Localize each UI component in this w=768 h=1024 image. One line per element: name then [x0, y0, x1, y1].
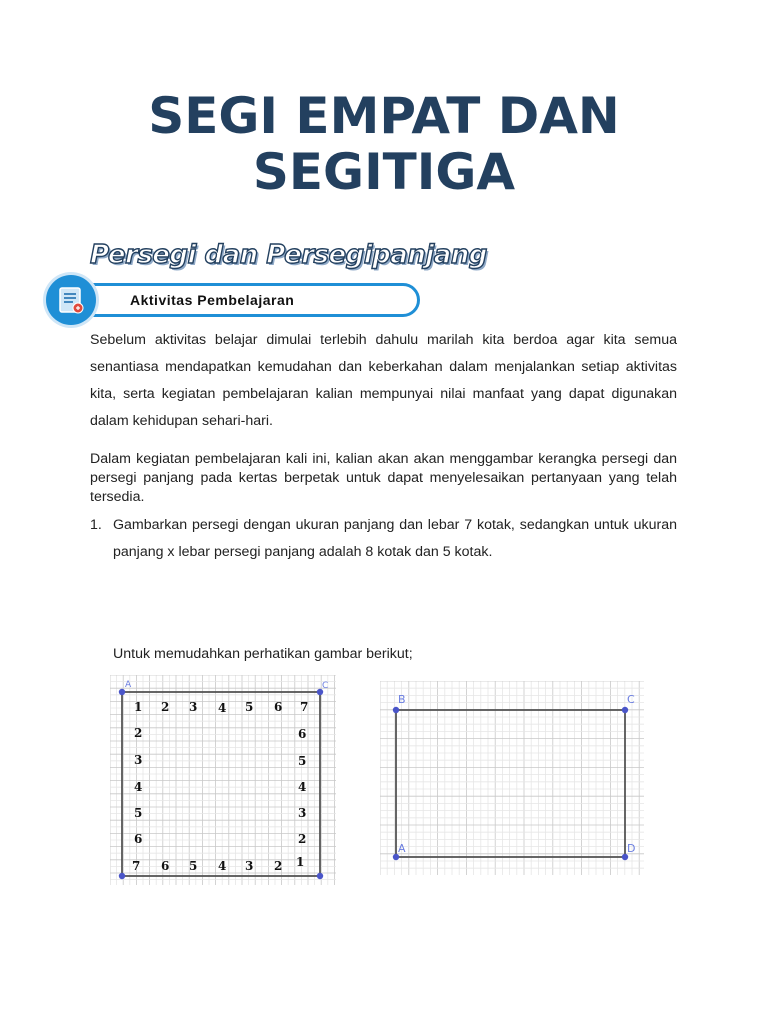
vertex-label: C — [627, 693, 635, 706]
count-label: 7 — [300, 700, 309, 714]
count-label: 4 — [218, 859, 227, 873]
count-label: 4 — [298, 780, 307, 794]
vertex-label: A — [398, 842, 406, 855]
page-title — [0, 88, 768, 200]
vertex-point — [393, 707, 399, 713]
intro-paragraph: Sebelum aktivitas belajar dimulai terlebih dahulu marilah kita berdoa agar kita semua senantiasa mendapatkan kemudahan dan keberkahan dalam menjalankan setiap aktivitas kita, serta kegiatan pembelajaran kalian mempunyai nilai manfaat yang dapat digunakan dalam kehidupan sehari-hari. — [90, 332, 677, 429]
count-label: 6 — [134, 832, 143, 846]
count-label: 7 — [132, 859, 141, 873]
vertex-label: D — [627, 842, 636, 855]
count-label: 6 — [274, 700, 283, 714]
count-label: 4 — [218, 701, 227, 715]
count-label: 4 — [134, 780, 143, 794]
vertex-label: A — [125, 680, 132, 690]
list-item-number: 1. — [90, 517, 102, 533]
count-label: 5 — [298, 754, 307, 768]
task-paragraph: Dalam kegiatan pembelajaran kali ini, kalian akan akan menggambar kerangka persegi dan persegi panjang pada kertas berpetak untuk dapat menyelesaikan pertanyaan yang telah tersedia. — [90, 451, 677, 505]
count-label: 5 — [245, 700, 254, 714]
vertex-point — [119, 873, 125, 879]
title-line-1: SEGI EMPAT DAN — [148, 87, 620, 145]
square-grid-figure — [110, 675, 336, 885]
count-label: 5 — [134, 806, 143, 820]
bottom-row-numbers — [132, 855, 304, 873]
count-label: 3 — [298, 806, 307, 820]
title-line-2: SEGITIGA — [252, 143, 516, 201]
count-label: 2 — [134, 726, 143, 740]
count-label: 6 — [161, 859, 170, 873]
activity-document-icon — [46, 275, 96, 325]
count-label: 5 — [189, 859, 198, 873]
right-column-numbers — [298, 727, 306, 846]
count-label: 3 — [189, 700, 198, 714]
count-label: 3 — [134, 753, 143, 767]
left-column-numbers — [134, 726, 142, 846]
count-label: 2 — [161, 700, 170, 714]
count-label: 2 — [298, 832, 307, 846]
count-label: 6 — [298, 727, 307, 741]
rectangle-grid-figure — [380, 681, 644, 875]
top-row-numbers — [134, 700, 308, 715]
vertex-point — [622, 707, 628, 713]
section-title: Persegi dan Persegipanjang — [90, 240, 487, 270]
activity-label: Aktivitas Pembelajaran — [130, 292, 295, 308]
count-label: 1 — [134, 700, 143, 714]
count-label: 1 — [296, 855, 305, 869]
list-item-text: Gambarkan persegi dengan ukuran panjang dan lebar 7 kotak, sedangkan untuk ukuran panjang x lebar persegi panjang adalah 8 kotak dan 5 kotak. — [113, 517, 677, 560]
vertex-label: B — [398, 693, 406, 706]
figure-hint: Untuk memudahkan perhatikan gambar berikut; — [113, 646, 413, 662]
count-label: 2 — [274, 859, 283, 873]
vertex-label: C — [322, 681, 329, 691]
vertex-point — [317, 873, 323, 879]
count-label: 3 — [245, 859, 254, 873]
